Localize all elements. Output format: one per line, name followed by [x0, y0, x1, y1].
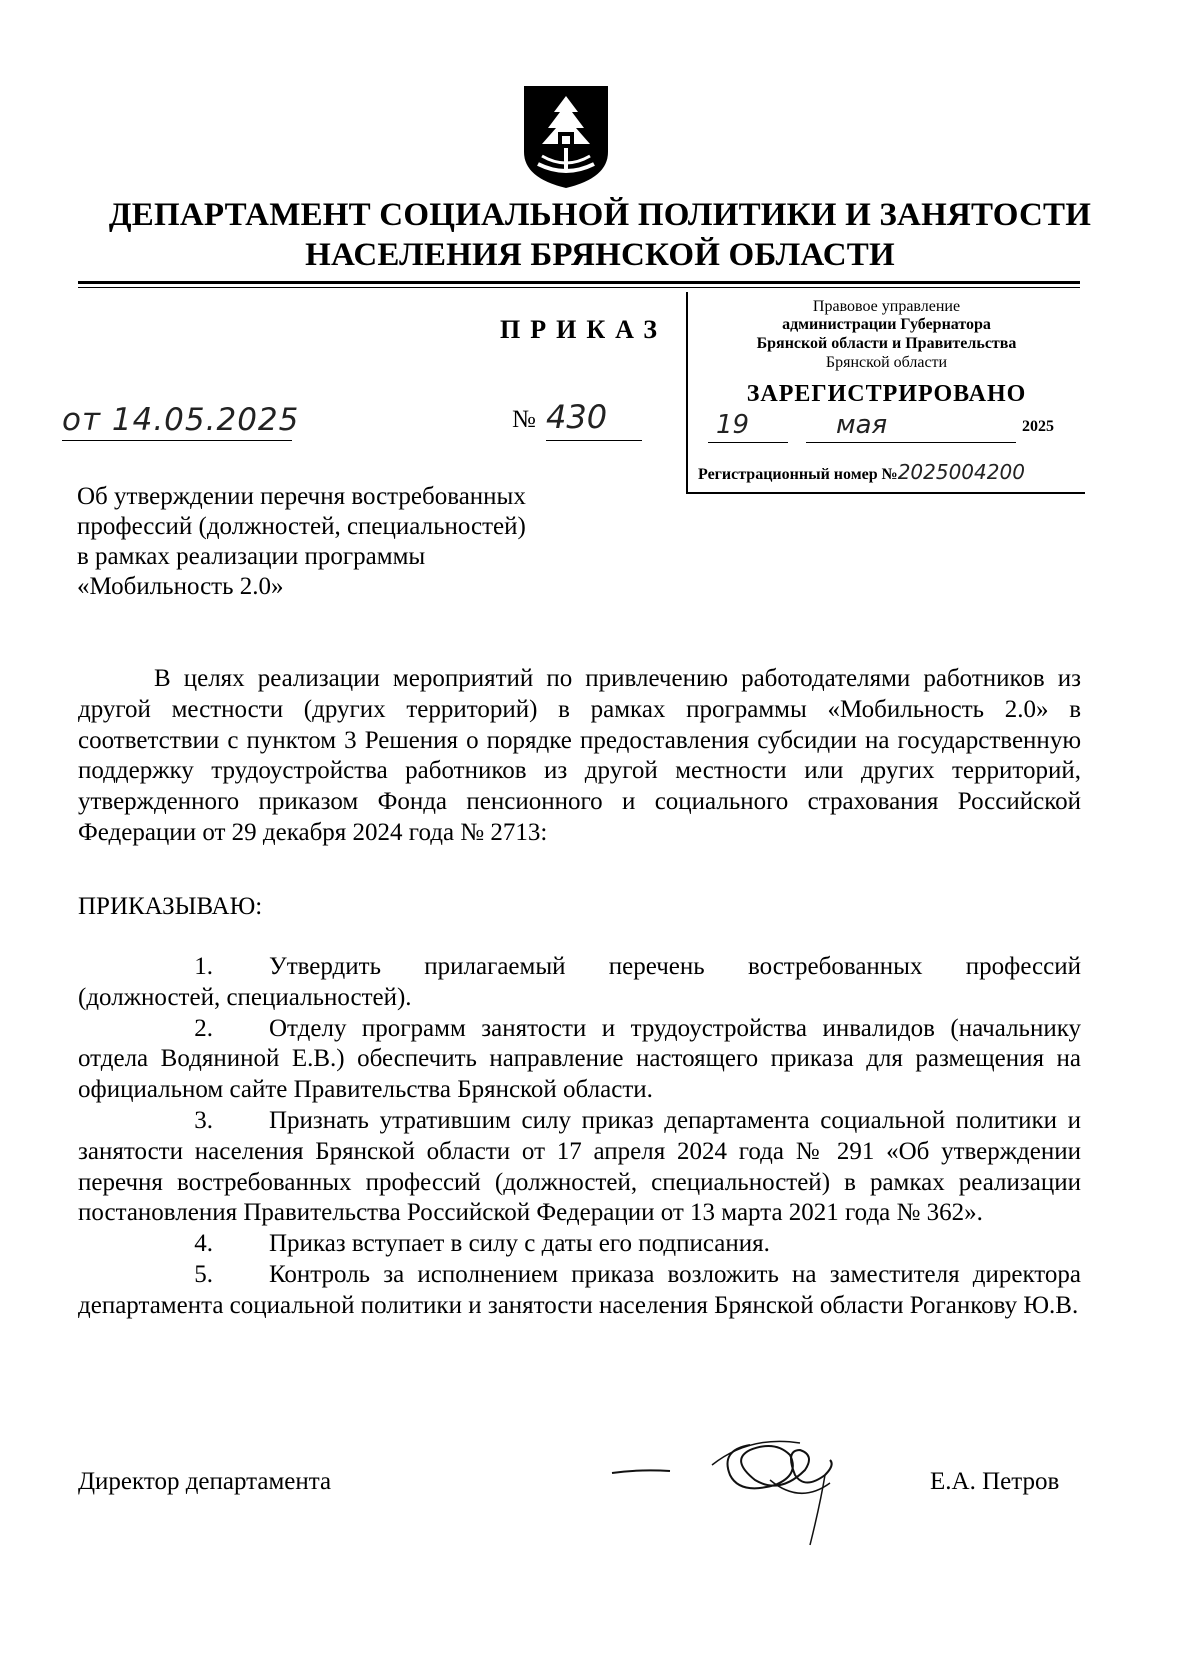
document-type: ПРИКАЗ	[500, 315, 668, 344]
signatory-name: Е.А. Петров	[930, 1468, 1060, 1495]
organization-title-line1: ДЕПАРТАМЕНТ СОЦИАЛЬНОЙ ПОЛИТИКИ И ЗАНЯТОСТИ	[108, 197, 1092, 233]
handwritten-signature-icon	[600, 1405, 890, 1555]
item-number: 4.	[194, 1230, 213, 1258]
stamp-month-underline	[806, 442, 1016, 443]
signatory-position: Директор департамента	[78, 1468, 332, 1495]
order-date-handwritten: от 14.05.2025	[62, 402, 300, 438]
order-item	[78, 1229, 1081, 1260]
stamp-reg-number-row	[698, 460, 1083, 484]
item-text: Утвердить прилагаемый перечень востребованных профессий (должностей, специальностей).	[78, 953, 1081, 1011]
stamp-month: мая	[836, 410, 888, 440]
item-text: Контроль за исполнением приказа возложить на заместителя директора департамента социальной политики и занятости населения Брянской области Роганкову Ю.В.	[78, 1260, 1081, 1319]
organization-title	[60, 195, 1140, 275]
order-number-handwritten: 430	[546, 398, 608, 436]
order-subject	[77, 482, 637, 602]
item-text: Приказ вступает в силу с даты его подписания.	[269, 1230, 770, 1258]
order-item	[78, 952, 1081, 1014]
order-number-underline	[546, 440, 642, 441]
item-number: 1.	[194, 953, 213, 980]
item-number: 5.	[194, 1260, 213, 1288]
header-rule-thick	[78, 281, 1080, 284]
preamble-paragraph: В целях реализации мероприятий по привлечению работодателями работников из другой местности (других территорий) в рамках программы «Мобильность 2.0» в соответствии с пунктом 3 Решения о порядке предоставления субсидии на государственную поддержку трудоустройства работников из другой местности или других территорий, утвержденного приказом Фонда пенсионного и социального страхования Российской Федерации от 29 декабря 2024 года № 2713:	[78, 665, 1081, 846]
stamp-year: 2025	[1022, 418, 1054, 435]
stamp-date-row	[696, 410, 1081, 446]
item-number: 3.	[194, 1106, 213, 1134]
order-items-list	[78, 952, 1081, 1322]
stamp-line4: Брянской области	[825, 354, 948, 371]
order-date-underline	[62, 440, 292, 441]
stamp-registered: ЗАРЕГИСТРИРОВАНО	[746, 381, 1027, 407]
stamp-day-underline	[708, 442, 788, 443]
order-item	[78, 1014, 1081, 1106]
order-item	[78, 1260, 1081, 1322]
subject-line: профессий (должностей, специальностей)	[77, 513, 526, 540]
stamp-day: 19	[716, 410, 750, 440]
stamp-reg-number: 2025004200	[897, 460, 1025, 484]
order-item	[78, 1106, 1081, 1229]
order-word: ПРИКАЗЫВАЮ:	[78, 893, 263, 920]
subject-line: в рамках реализации программы	[77, 543, 426, 570]
subject-line: Об утверждении перечня востребованных	[77, 483, 526, 510]
coat-of-arms-emblem	[520, 82, 612, 190]
item-text: Отделу программ занятости и трудоустройства инвалидов (начальнику отдела Водяниной Е.В.) обеспечить направление настоящего приказа для размещения на официальном сайте Правительства Брянской области.	[78, 1014, 1081, 1104]
stamp-reg-label: Регистрационный номер №	[698, 466, 898, 483]
item-number: 2.	[194, 1014, 213, 1042]
stamp-line3: Брянской области и Правительства	[756, 335, 1017, 352]
stamp-line2: администрации Губернатора	[782, 316, 991, 333]
header-rule-thin	[78, 287, 1080, 288]
organization-title-line2: НАСЕЛЕНИЯ БРЯНСКОЙ ОБЛАСТИ	[305, 237, 895, 273]
registration-stamp	[686, 292, 1085, 494]
order-number-label: №	[512, 406, 536, 433]
item-text: Признать утратившим силу приказ департамента социальной политики и занятости населения Брянской области от 17 апреля 2024 года № 291 «Об утверждении перечня востребованных профессий (должностей, специальностей) в рамках реализации постановления Правительства Российской Федерации от 13 марта 2021 года № 362».	[78, 1106, 1081, 1227]
stamp-line1: Правовое управление	[812, 298, 961, 315]
subject-line: «Мобильность 2.0»	[77, 573, 284, 600]
